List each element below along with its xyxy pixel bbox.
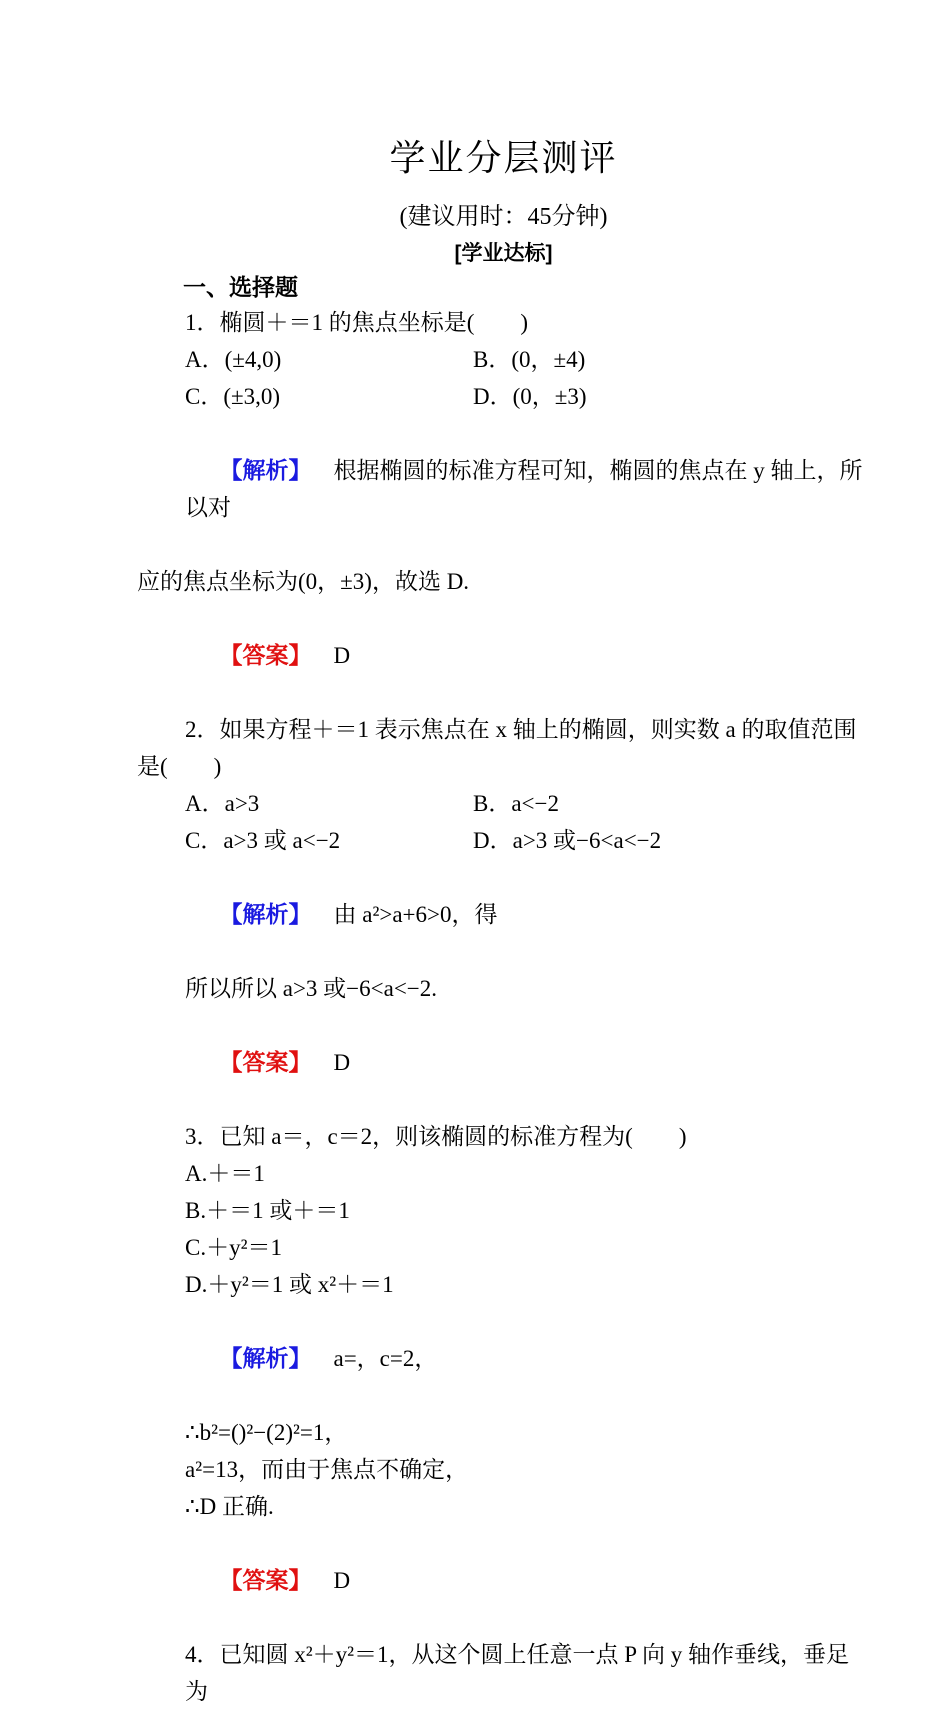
question-3 bbox=[137, 1118, 870, 1636]
q2-option-c: C．a>3 或 a<−2 bbox=[185, 828, 341, 853]
answer-label: 【答案】 bbox=[219, 642, 312, 668]
q3-answer-line bbox=[137, 1525, 870, 1636]
q2-stem-line-1: 2．如果方程＋＝1 表示焦点在 x 轴上的椭圆，则实数 a 的取值范围 bbox=[185, 717, 857, 742]
analysis-label: 【解析】 bbox=[219, 901, 312, 927]
q3-option-d: D.＋y²＝1 或 x²＋＝1 bbox=[185, 1272, 394, 1297]
section-badge: [学业达标] bbox=[454, 242, 553, 265]
q1-analysis-text-1: 根据椭圆的标准方程可知，椭圆的焦点在 y 轴上，所以对 bbox=[185, 458, 863, 520]
question-4 bbox=[137, 1636, 870, 1710]
question-2 bbox=[137, 711, 870, 1118]
q1-options-row-2 bbox=[137, 378, 870, 415]
q1-analysis-text-2: 应的焦点坐标为(0，±3)，故选 D. bbox=[137, 569, 470, 594]
q1-option-c: C．(±3,0) bbox=[185, 384, 281, 409]
analysis-label: 【解析】 bbox=[219, 457, 312, 483]
q2-options-row-2 bbox=[137, 822, 870, 859]
q2-option-a: A．a>3 bbox=[185, 791, 260, 816]
q4-stem: 4．已知圆 x²＋y²＝1，从这个圆上任意一点 P 向 y 轴作垂线，垂足为 bbox=[185, 1642, 849, 1704]
answer-label: 【答案】 bbox=[219, 1567, 312, 1593]
q3-answer-value: D bbox=[333, 1568, 351, 1593]
q1-stem: 1．椭圆＋＝1 的焦点坐标是( ) bbox=[185, 310, 529, 335]
q1-option-a: A．(±4,0) bbox=[185, 347, 282, 372]
question-1 bbox=[137, 304, 870, 711]
q1-option-d: D．(0，±3) bbox=[473, 384, 587, 409]
analysis-label: 【解析】 bbox=[219, 1345, 312, 1371]
section-heading: 一、选择题 bbox=[183, 274, 298, 300]
q2-option-d: D．a>3 或−6<a<−2 bbox=[473, 828, 662, 853]
q1-option-b: B．(0，±4) bbox=[473, 347, 586, 372]
answer-label: 【答案】 bbox=[219, 1049, 312, 1075]
q1-analysis-line-1 bbox=[137, 415, 870, 563]
q1-answer-value: D bbox=[333, 643, 351, 668]
q3-option-b: B.＋＝1 或＋＝1 bbox=[185, 1198, 350, 1223]
q1-answer-line bbox=[137, 600, 870, 711]
q3-stem: 3．已知 a＝，c＝2，则该椭圆的标准方程为( ) bbox=[185, 1124, 687, 1149]
q3-analysis-text-2: ∴b²=()²−(2)²=1， bbox=[185, 1420, 348, 1445]
q2-analysis-text-1: 由 a²>a+6>0，得 bbox=[333, 902, 498, 927]
q3-option-a: A.＋＝1 bbox=[185, 1161, 265, 1186]
q3-analysis-text-3: a²=13，而由于焦点不确定， bbox=[185, 1457, 469, 1482]
q1-options-row-1 bbox=[137, 341, 870, 378]
q2-answer-line bbox=[137, 1007, 870, 1118]
q2-answer-value: D bbox=[333, 1050, 351, 1075]
q2-option-b: B．a<−2 bbox=[473, 791, 559, 816]
q2-options-row-1 bbox=[137, 785, 870, 822]
page-title: 学业分层测评 bbox=[389, 138, 618, 178]
q2-analysis-text-2: 所以所以 a>3 或−6<a<−2. bbox=[185, 976, 438, 1001]
q2-analysis-line-1 bbox=[137, 859, 870, 970]
q3-analysis-text-1: a=，c=2， bbox=[333, 1346, 438, 1371]
time-suggestion: (建议用时：45分钟) bbox=[399, 204, 608, 230]
q3-option-c: C.＋y²＝1 bbox=[185, 1235, 282, 1260]
q3-analysis-line-1 bbox=[137, 1303, 870, 1414]
q3-analysis-text-4: ∴D 正确. bbox=[185, 1494, 274, 1519]
q2-stem-line-2: 是( ) bbox=[137, 754, 222, 779]
